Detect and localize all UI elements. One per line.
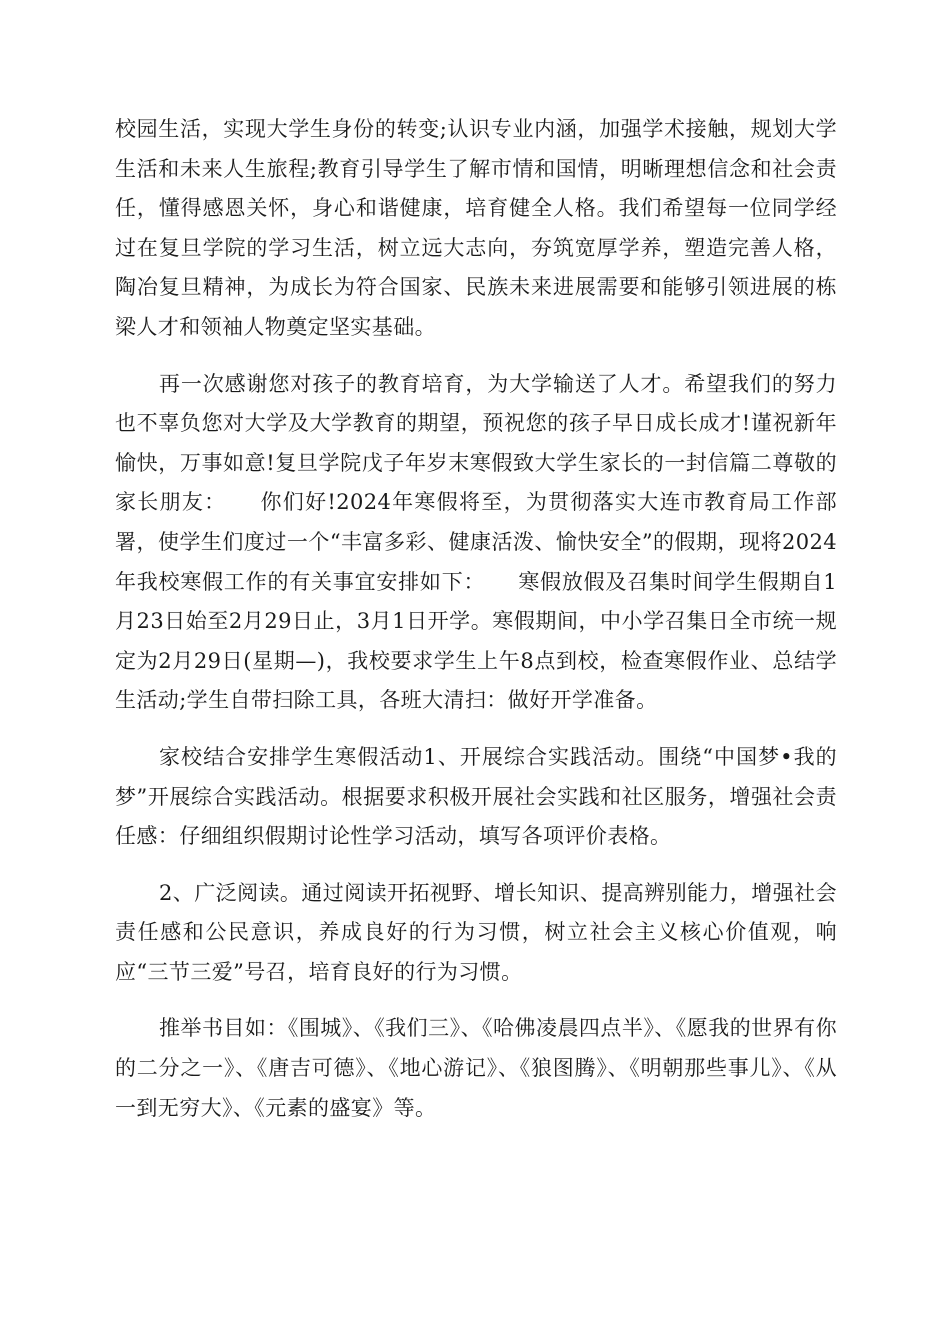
paragraph-reading: 2、广泛阅读。通过阅读开拓视野、增长知识、提高辨别能力，增强社会责任感和公民意识，养成良好的行为习惯，树立社会主义核心价值观，响应“三节三爱”号召，培育良好的行为习惯。 bbox=[115, 880, 837, 984]
paragraph-thanks-and-winter-break: 再一次感谢您对孩子的教育培育，为大学输送了人才。希望我们的努力也不辜负您对大学及大学教育的期望，预祝您的孩子早日成长成才!谨祝新年愉快，万事如意!复旦学院戊子年岁末寒假致大学生家长的一封信篇二尊敬的家长朋友： 你们好!2024年寒假将至，为贯彻落实大连市教育局工作部署，使学生们度过一个“丰富多彩、健康活泼、愉快安全”的假期，现将2024年我校寒假工作的有关事宜安排如下： 寒假放假及召集时间学生假期自1月23日始至2月29日止，3月1日开学。寒假期间，中小学召集日全市统一规定为2月29日(星期—)，我校要求学生上午8点到校，检查寒假作业、总结学生活动;学生自带扫除工具，各班大清扫：做好开学准备。 bbox=[115, 371, 837, 713]
paragraph-home-school-activities: 家校结合安排学生寒假活动1、开展综合实践活动。围绕“中国梦•我的梦”开展综合实践活动。根据要求积极开展社会实践和社区服务，增强社会责任感：仔细组织假期讨论性学习活动，填写各项评价表格。 bbox=[115, 744, 837, 849]
paragraph-campus-life: 校园生活，实现大学生身份的转变;认识专业内涵，加强学术接触，规划大学生活和未来人生旅程;教育引导学生了解市情和国情，明晰理想信念和社会责任，懂得感恩关怀，身心和谐健康，培育健全人格。我们希望每一位同学经过在复旦学院的学习生活，树立远大志向，夯筑宽厚学养，塑造完善人格，陶冶复旦精神，为成长为符合国家、民族未来进展需要和能够引领进展的栋梁人才和领袖人物奠定坚实基础。 bbox=[115, 117, 837, 339]
document-body bbox=[115, 110, 837, 1145]
paragraph-recommended-books: 推举书目如：《围城》、《我们三》、《哈佛凌晨四点半》、《愿我的世界有你的二分之一》、《唐吉可德》、《地心游记》、《狼图腾》、《明朝那些事儿》、《从一到无穷大》、《元素的盛宴》等。 bbox=[115, 1016, 837, 1120]
